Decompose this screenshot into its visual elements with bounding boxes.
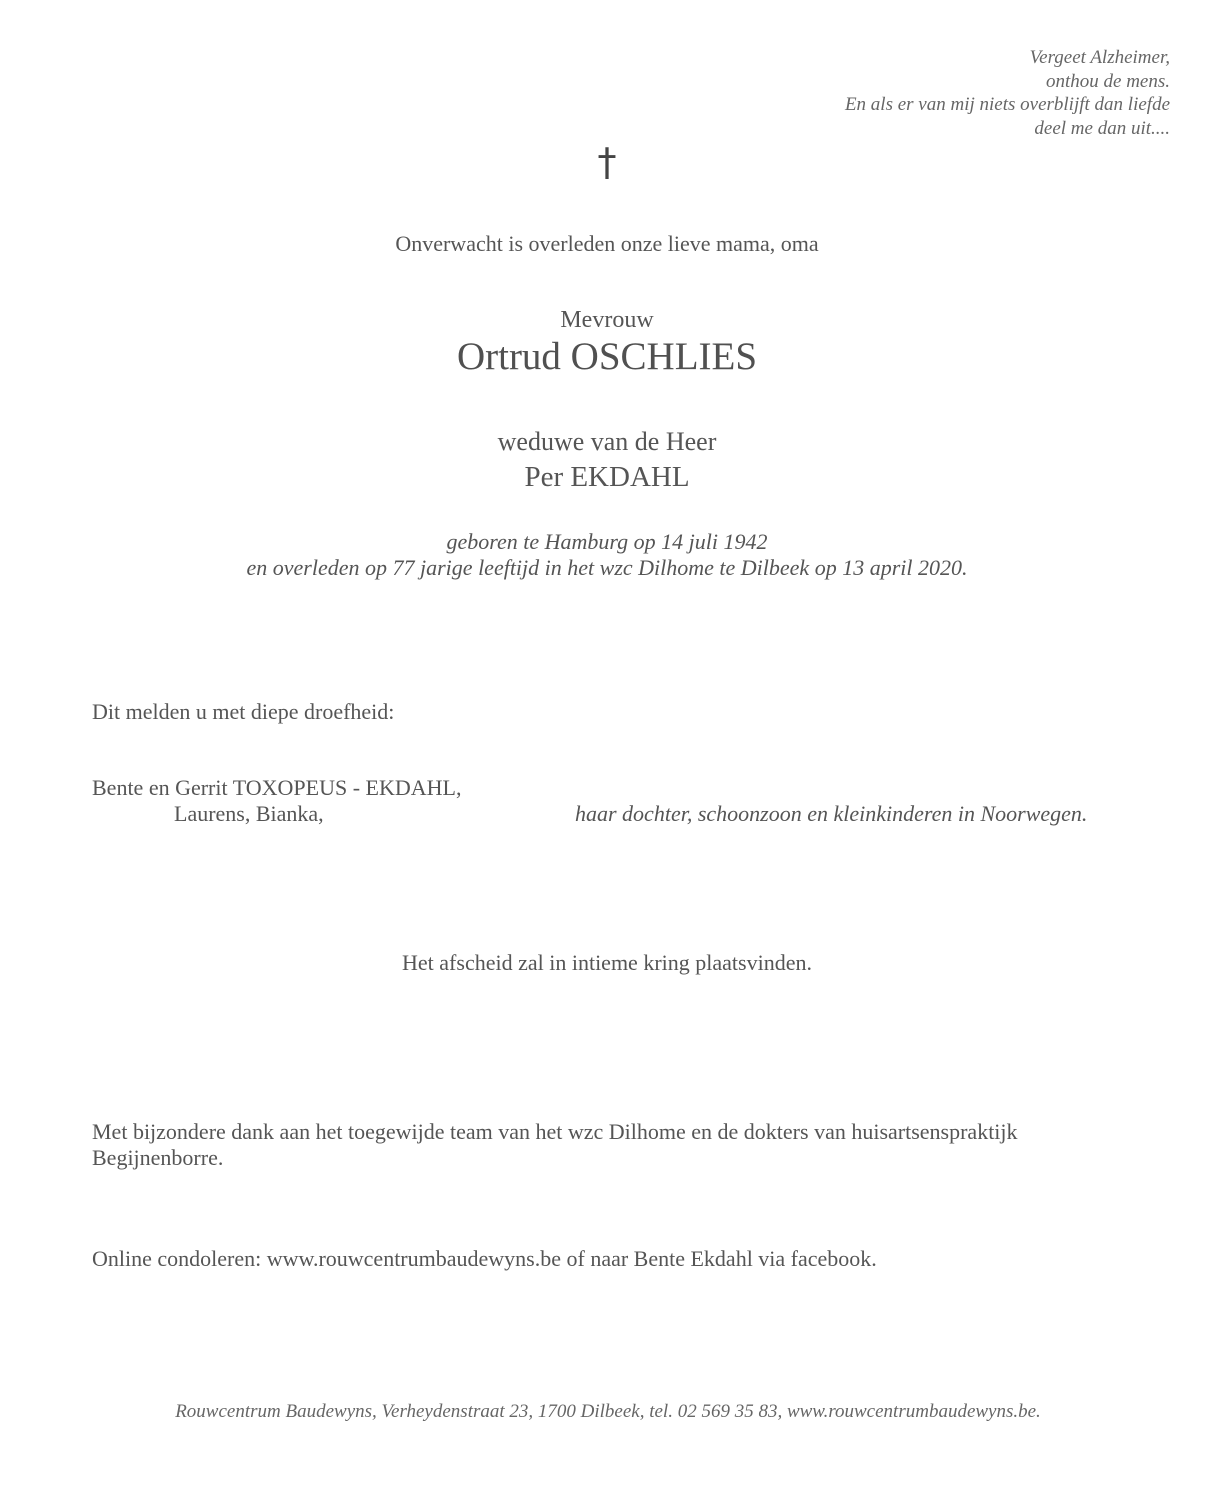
family-description: haar dochter, schoonzoon en kleinkinderen in Noorwegen.: [575, 801, 1088, 826]
poem-line: En als er van mij niets overblijft dan liefde: [844, 94, 1170, 115]
announcement-text: Dit melden u met diepe droefheid:: [92, 699, 395, 724]
spouse-name: Per EKDAHL: [524, 461, 690, 493]
cross-icon: †: [597, 140, 617, 184]
poem-line: Vergeet Alzheimer,: [1029, 47, 1170, 68]
family-line-2: Laurens, Bianka,: [174, 801, 324, 826]
condolences-text: Online condoleren: www.rouwcentrumbaudewyns.be of naar Bente Ekdahl via facebook.: [92, 1246, 877, 1271]
family-line-1: Bente en Gerrit TOXOPEUS - EKDAHL,: [92, 775, 462, 800]
poem-line: deel me dan uit....: [1034, 117, 1170, 139]
funeral-home-footer: Rouwcentrum Baudewyns, Verheydenstraat 23, 1700 Dilbeek, tel. 02 569 35 83, www.rouwcentrumbaudewyns.be.: [175, 1401, 1041, 1422]
farewell-text: Het afscheid zal in intieme kring plaatsvinden.: [402, 950, 812, 975]
poem-quote: [845, 46, 1170, 140]
poem-line: onthou de mens.: [1045, 70, 1170, 92]
birth-info: geboren te Hamburg op 14 juli 1942: [446, 529, 768, 554]
thanks-text: Met bijzondere dank aan het toegewijde team van het wzc Dilhome en de dokters van huisartsenspraktijk Begijnenborre.: [92, 1119, 1018, 1170]
intro-text: Onverwacht is overleden onze lieve mama, oma: [395, 231, 819, 256]
spouse-relation: weduwe van de Heer: [497, 427, 717, 456]
death-info: en overleden op 77 jarige leeftijd in het wzc Dilhome te Dilbeek op 13 april 2020.: [246, 555, 968, 580]
deceased-title: Mevrouw: [560, 307, 654, 333]
deceased-name: Ortrud OSCHLIES: [456, 335, 758, 378]
